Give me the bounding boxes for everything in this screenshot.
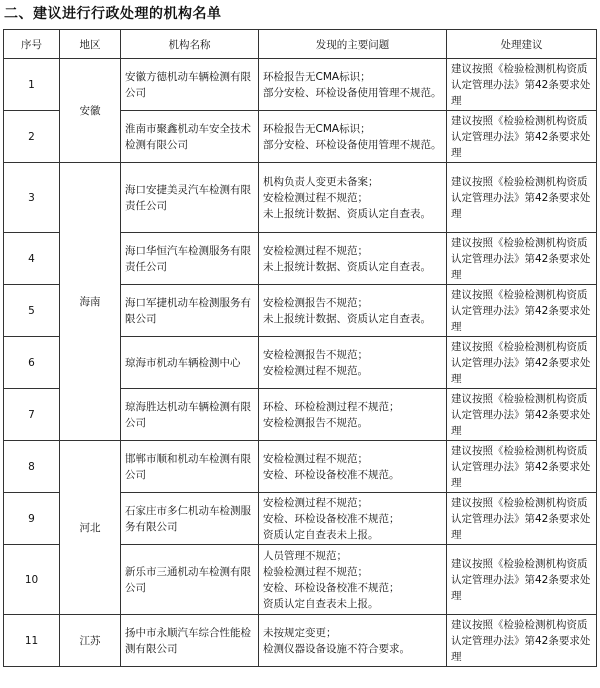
row-suggestion: 建议按照《检验检测机构资质认定管理办法》第42条要求处理	[447, 285, 597, 337]
table-row	[4, 163, 597, 233]
row-suggestion: 建议按照《检验检测机构资质认定管理办法》第42条要求处理	[447, 337, 597, 389]
row-suggestion: 建议按照《检验检测机构资质认定管理办法》第42条要求处理	[447, 111, 597, 163]
header-suggestion: 处理建议	[447, 30, 597, 59]
row-suggestion: 建议按照《检验检测机构资质认定管理办法》第42条要求处理	[447, 233, 597, 285]
institutions-table	[3, 29, 597, 667]
row-suggestion: 建议按照《检验检测机构资质认定管理办法》第42条要求处理	[447, 545, 597, 615]
row-institution-name: 海口华恒汽车检测服务有限责任公司	[121, 233, 259, 285]
row-number: 4	[4, 233, 60, 285]
row-number: 5	[4, 285, 60, 337]
row-number: 3	[4, 163, 60, 233]
page-heading: 二、建议进行行政处理的机构名单	[4, 6, 222, 22]
table-row	[4, 441, 597, 493]
table-row	[4, 59, 597, 111]
row-problems: 安检检测报告不规范； 安检检测过程不规范。	[259, 337, 447, 389]
row-problems: 安检检测过程不规范； 安检、环检设备校准不规范； 资质认定自查表未上报。	[259, 493, 447, 545]
row-region: 海南	[60, 163, 121, 441]
row-institution-name: 安徽方德机动车辆检测有限公司	[121, 59, 259, 111]
header-region: 地区	[60, 30, 121, 59]
row-institution-name: 石家庄市多仁机动车检测服务有限公司	[121, 493, 259, 545]
header-problems: 发现的主要问题	[259, 30, 447, 59]
row-problems: 安检检测过程不规范； 未上报统计数据、资质认定自查表。	[259, 233, 447, 285]
row-suggestion: 建议按照《检验检测机构资质认定管理办法》第42条要求处理	[447, 441, 597, 493]
row-suggestion: 建议按照《检验检测机构资质认定管理办法》第42条要求处理	[447, 163, 597, 233]
row-institution-name: 扬中市永顺汽车综合性能检测有限公司	[121, 615, 259, 667]
row-number: 1	[4, 59, 60, 111]
row-suggestion: 建议按照《检验检测机构资质认定管理办法》第42条要求处理	[447, 493, 597, 545]
row-number: 7	[4, 389, 60, 441]
row-problems: 安检检测过程不规范； 安检、环检设备校准不规范。	[259, 441, 447, 493]
row-institution-name: 海口安捷美灵汽车检测有限责任公司	[121, 163, 259, 233]
row-suggestion: 建议按照《检验检测机构资质认定管理办法》第42条要求处理	[447, 59, 597, 111]
row-problems: 人员管理不规范； 检验检测过程不规范； 安检、环检设备校准不规范； 资质认定自查表未上报。	[259, 545, 447, 615]
row-region: 江苏	[60, 615, 121, 667]
row-institution-name: 邯郸市顺和机动车检测有限公司	[121, 441, 259, 493]
row-problems: 环检、环检检测过程不规范； 安检检测报告不规范。	[259, 389, 447, 441]
row-number: 2	[4, 111, 60, 163]
row-problems: 未按规定变更； 检测仪器设备设施不符合要求。	[259, 615, 447, 667]
row-number: 10	[4, 545, 60, 615]
table-body	[4, 59, 597, 667]
row-problems: 环检报告无CMA标识； 部分安检、环检设备使用管理不规范。	[259, 111, 447, 163]
row-suggestion: 建议按照《检验检测机构资质认定管理办法》第42条要求处理	[447, 389, 597, 441]
header-name: 机构名称	[121, 30, 259, 59]
row-institution-name: 琼海胜达机动车辆检测有限公司	[121, 389, 259, 441]
table-header-row	[4, 30, 597, 59]
row-number: 6	[4, 337, 60, 389]
row-problems: 安检检测报告不规范； 未上报统计数据、资质认定自查表。	[259, 285, 447, 337]
row-institution-name: 海口军捷机动车检测服务有限公司	[121, 285, 259, 337]
row-number: 8	[4, 441, 60, 493]
row-region: 安徽	[60, 59, 121, 163]
row-region: 河北	[60, 441, 121, 615]
row-institution-name: 新乐市三通机动车检测有限公司	[121, 545, 259, 615]
row-number: 9	[4, 493, 60, 545]
row-institution-name: 琼海市机动车辆检测中心	[121, 337, 259, 389]
row-suggestion: 建议按照《检验检测机构资质认定管理办法》第42条要求处理	[447, 615, 597, 667]
header-no: 序号	[4, 30, 60, 59]
row-institution-name: 淮南市聚鑫机动车安全技术检测有限公司	[121, 111, 259, 163]
table-row	[4, 615, 597, 667]
row-problems: 环检报告无CMA标识； 部分安检、环检设备使用管理不规范。	[259, 59, 447, 111]
row-problems: 机构负责人变更未备案； 安检检测过程不规范； 未上报统计数据、资质认定自查表。	[259, 163, 447, 233]
row-number: 11	[4, 615, 60, 667]
